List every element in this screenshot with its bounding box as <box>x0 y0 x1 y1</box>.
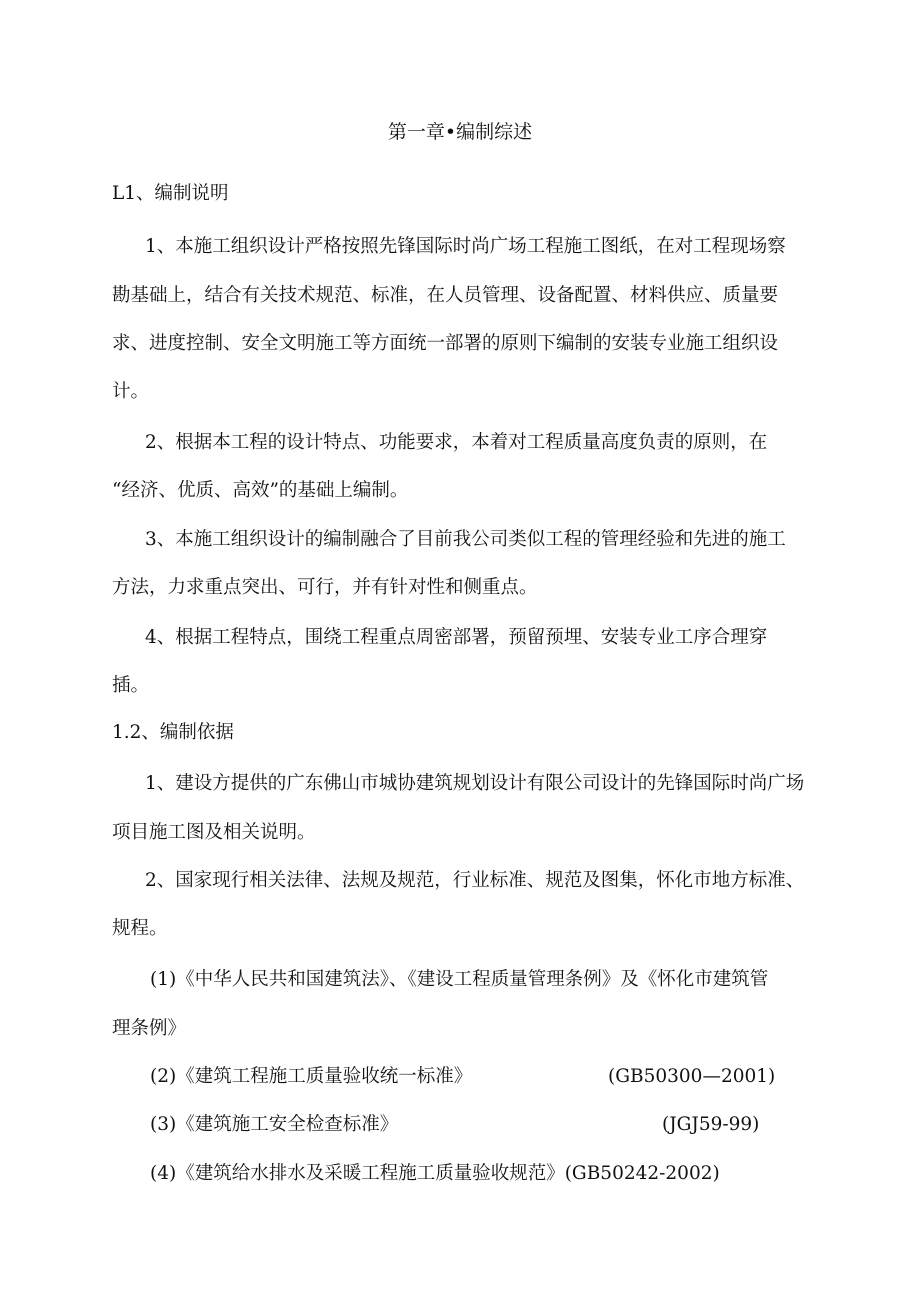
paragraph-line: 规程。 <box>112 918 168 939</box>
paragraph-line: 2、国家现行相关法律、法规及规范，行业标准、规范及图集，怀化市地方标准、 <box>145 870 805 891</box>
paragraph-line: 4、根据工程特点，围绕工程重点周密部署，预留预埋、安装专业工序合理穿 <box>145 627 768 648</box>
reference-item: (2)《建筑工程施工质量验收统一标准》 <box>150 1066 473 1087</box>
paragraph-line: 项目施工图及相关说明。 <box>112 822 316 843</box>
standard-code: (JGJ59-99) <box>662 1114 760 1135</box>
paragraph-line: 2、根据本工程的设计特点、功能要求，本着对工程质量高度负责的原则，在 <box>145 432 768 453</box>
paragraph-line: 1、本施工组织设计严格按照先锋国际时尚广场工程施工图纸，在对工程现场察 <box>145 236 786 257</box>
paragraph-line: 求、进度控制、安全文明施工等方面统一部署的原则下编制的安装专业施工组织设 <box>112 333 779 354</box>
paragraph-line: 勘基础上，结合有关技术规范、标准，在人员管理、设备配置、材料供应、质量要 <box>112 285 779 306</box>
paragraph-line: 1、建设方提供的广东佛山市城协建筑规划设计有限公司设计的先锋国际时尚广场 <box>145 773 805 794</box>
section-heading-1-1: L1、编制说明 <box>112 183 229 204</box>
paragraph-line: “经济、优质、高效”的基础上编制。 <box>112 480 409 501</box>
chapter-title: 第一章•编制综述 <box>387 121 533 143</box>
reference-item-continuation: 理条例》 <box>112 1018 187 1039</box>
standard-code: (GB50300—2001) <box>608 1066 776 1087</box>
reference-item: (4)《建筑给水排水及采暖工程施工质量验收规范》(GB50242-2002) <box>150 1163 720 1184</box>
paragraph-line: 方法，力求重点突出、可行，并有针对性和侧重点。 <box>112 577 538 598</box>
paragraph-line: 3、本施工组织设计的编制融合了目前我公司类似工程的管理经验和先进的施工 <box>145 529 786 550</box>
reference-item: (1)《中华人民共和国建筑法》、《建设工程质量管理条例》及《怀化市建筑管 <box>150 969 769 990</box>
reference-item: (3)《建筑施工安全检查标准》 <box>150 1114 399 1135</box>
paragraph-line: 计。 <box>112 381 150 402</box>
section-heading-1-2: 1.2、编制依据 <box>112 722 234 743</box>
paragraph-line: 插。 <box>112 675 150 696</box>
